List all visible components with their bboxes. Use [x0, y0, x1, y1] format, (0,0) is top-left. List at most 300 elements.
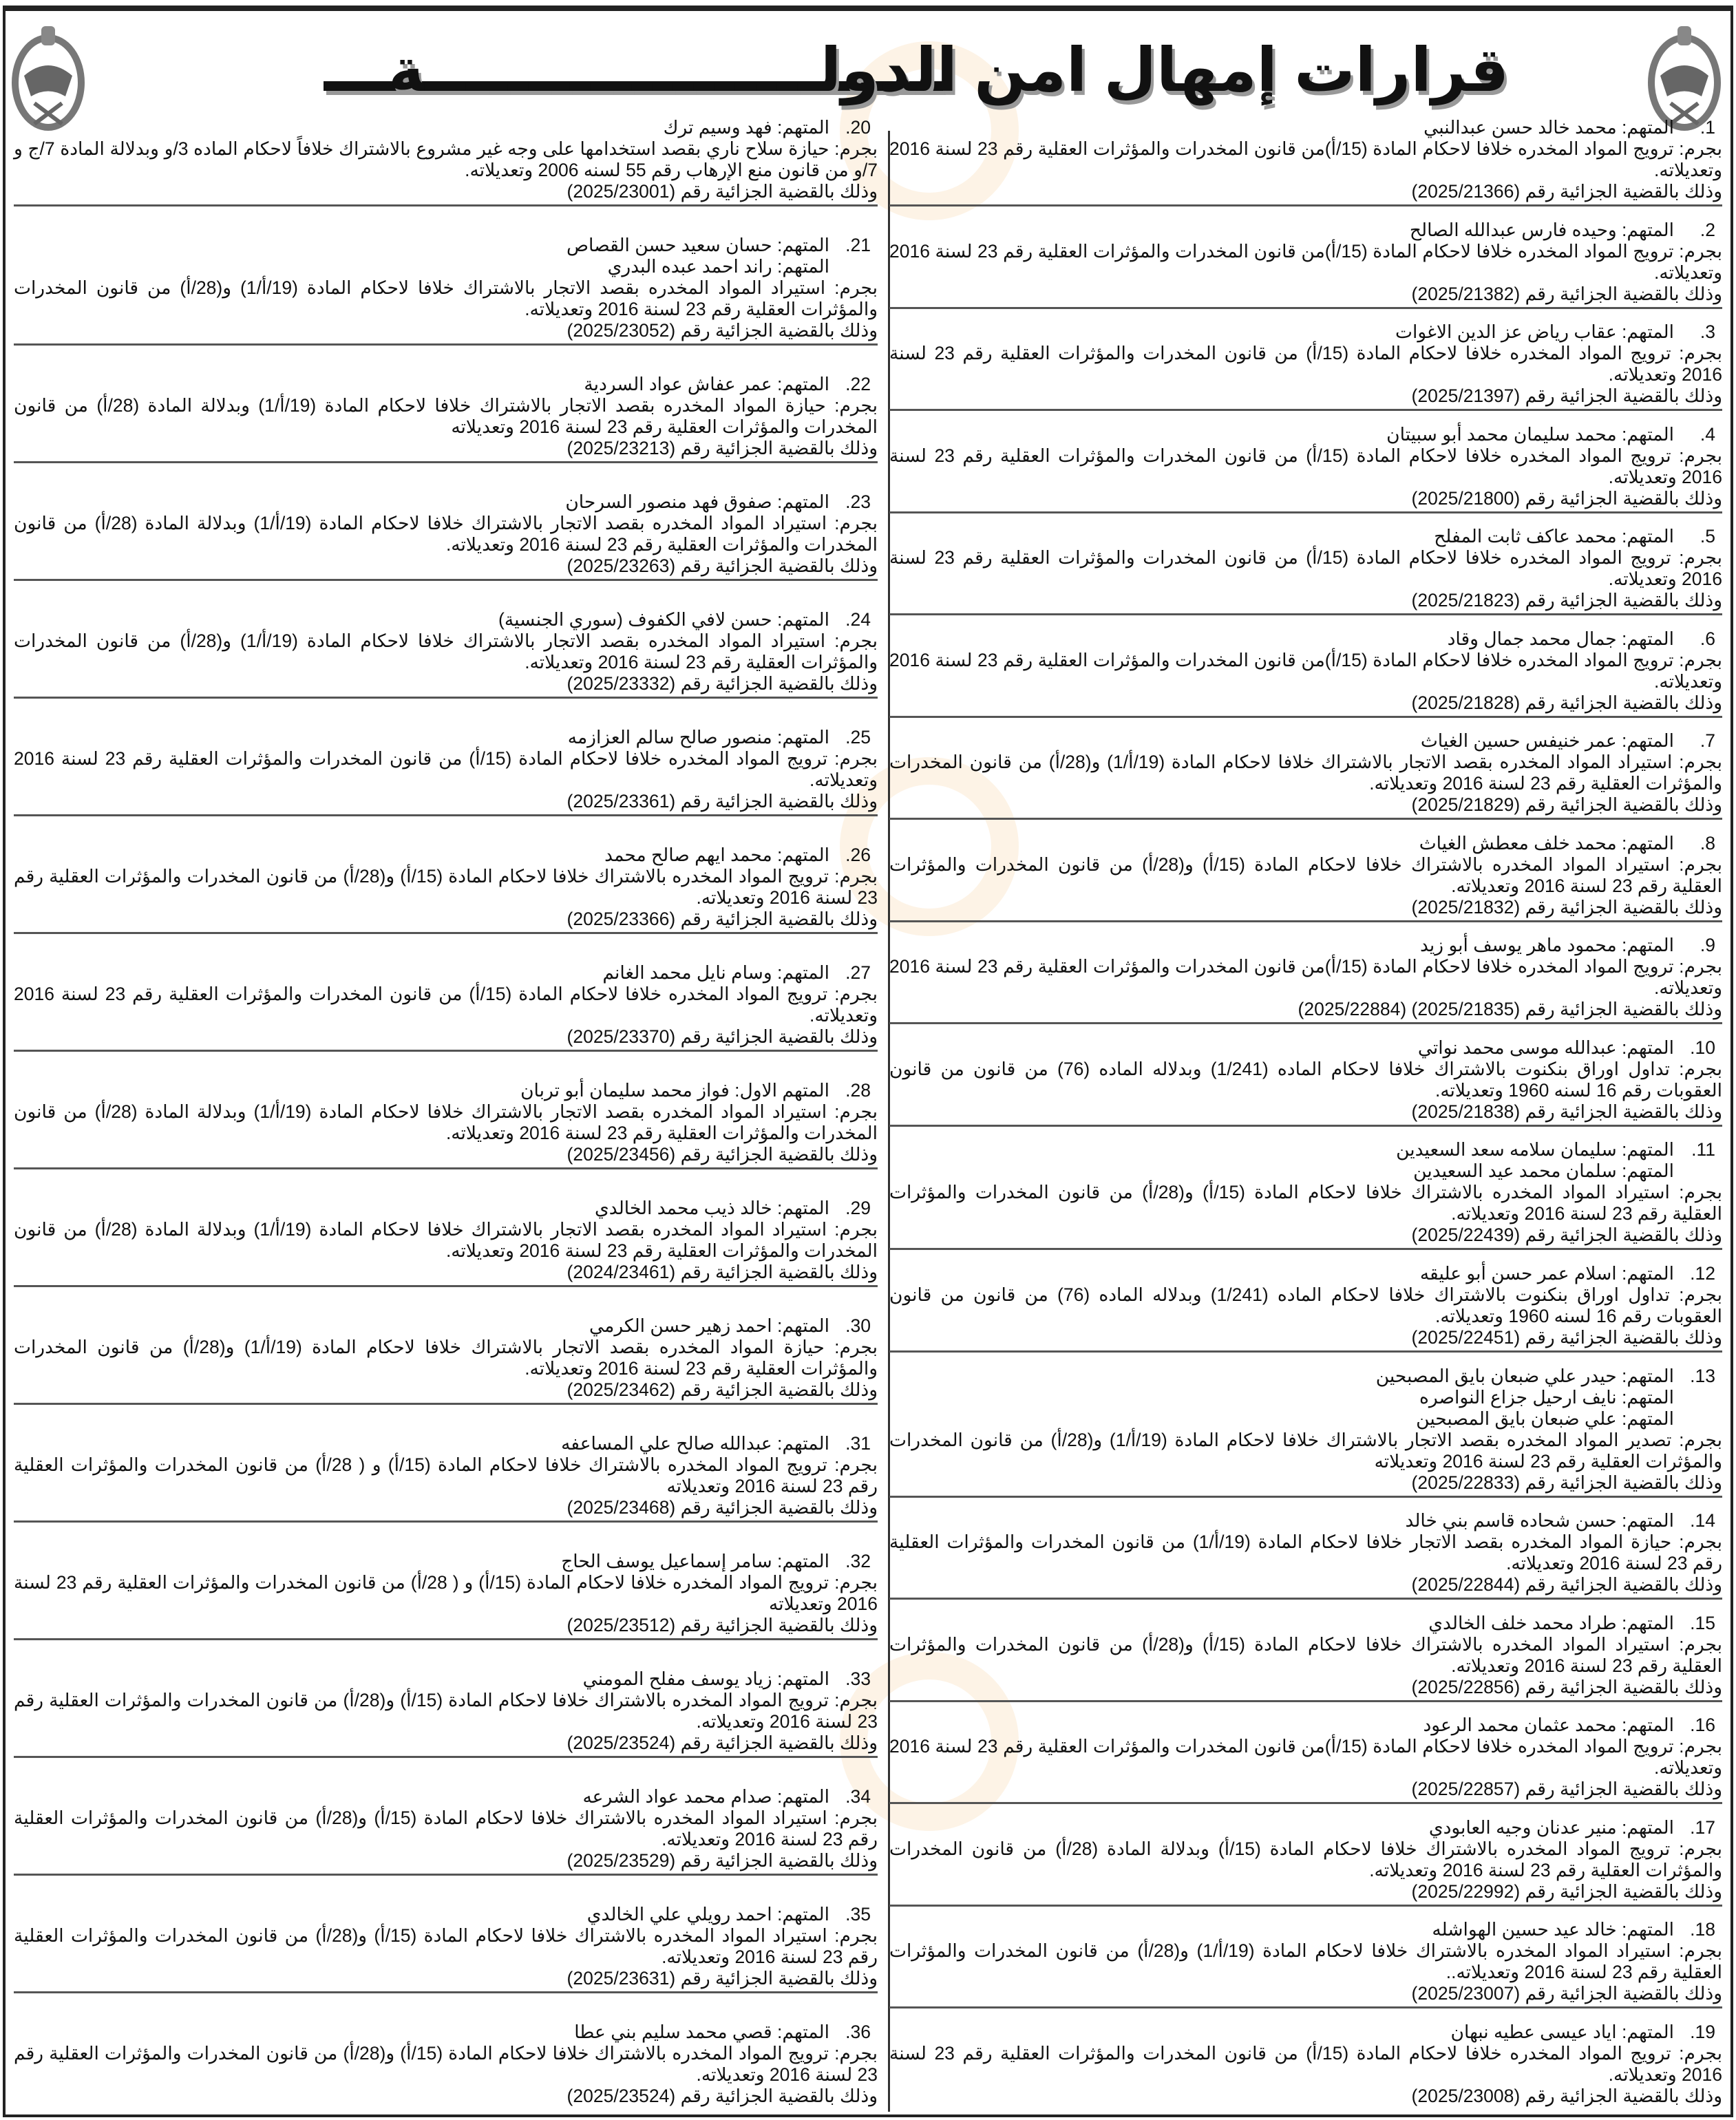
- charge-label: بجرم:: [1679, 547, 1722, 569]
- charge-label: بجرم:: [1679, 649, 1723, 670]
- case-entry: [889, 1139, 1722, 1250]
- accused-label: المتهم:: [1622, 1816, 1674, 1838]
- charge-text: [14, 1337, 878, 1379]
- charge-text: [889, 1838, 1722, 1881]
- accused-name: عقاب رياض عز الدين الاغوات: [1395, 321, 1617, 343]
- charge-text: [14, 513, 878, 555]
- accused-label: المتهم:: [1622, 1037, 1674, 1058]
- accused-name: حسن لافي الكفوف (سوري الجنسية): [498, 609, 772, 630]
- entry-number: 28.: [845, 1080, 871, 1101]
- accused-label: المتهم:: [1622, 1715, 1674, 1736]
- charge-description: حيازة سلاح ناري بقصد استخدامها على وجه غير مشروع بالاشتراك خلافاً لاحكام الماده 3/و وبدلالة المادة 7/ج و 7/و من قانون منع الإرهاب رقم 55 لسنه 2006 وتعديلاته.: [14, 138, 878, 180]
- accused-name: عبدالله موسى محمد نواتي: [1417, 1037, 1617, 1058]
- charge-label: بجرم:: [1679, 343, 1722, 364]
- accused-name: محمد خلف معطش الغياث: [1419, 832, 1617, 854]
- case-number: وذلك بالقضية الجزائية رقم (2025/23366): [567, 909, 878, 929]
- case-entry: [14, 1551, 878, 1640]
- charge-text: [889, 1634, 1722, 1677]
- charge-label: بجرم:: [1679, 752, 1723, 773]
- case-number: وذلك بالقضية الجزائية رقم (2025/23008): [1411, 2085, 1722, 2106]
- charge-text: [889, 752, 1722, 794]
- case-number: وذلك بالقضية الجزائية رقم (2025/23631): [567, 1968, 878, 1989]
- accused-label: المتهم:: [777, 1315, 829, 1336]
- charge-text: [889, 1284, 1722, 1327]
- charge-description: استيراد المواد المخدره بالاشتراك خلافا لاحكام المادة (15/أ) و(28/أ) من قانون المخدرات والمؤثرات العقلية رقم 23 لسنة 2016 وتعديلاته.: [14, 1925, 878, 1967]
- charge-description: ترويج المواد المخدره خلافا لاحكام المادة (15/أ)من قانون المخدرات والمؤثرات العقلية رقم 23 لسنة 2016 وتعديلاته.: [889, 649, 1722, 692]
- charge-label: بجرم:: [834, 866, 878, 887]
- accused-line: [14, 1198, 878, 1219]
- charge-text: [14, 2043, 878, 2086]
- accused-label: المتهم:: [777, 1668, 829, 1689]
- accused-name: صدام محمد عواد الشرعه: [582, 1786, 772, 1807]
- case-number: وذلك بالقضية الجزائية رقم (2025/23524): [567, 1732, 878, 1753]
- accused-line: [14, 727, 878, 748]
- charge-text: [14, 866, 878, 909]
- case-number: وذلك بالقضية الجزائية رقم (2025/23468): [567, 1497, 878, 1518]
- accused-label: المتهم:: [777, 609, 829, 630]
- accused-line: [14, 1668, 878, 1690]
- accused-name: محمد خالد حسن عبدالنبي: [1423, 117, 1617, 138]
- charge-description: ترويج المواد المخدره خلافا لاحكام المادة (15/أ) من قانون المخدرات والمؤثرات العقلية رقم 23 لسنة 2016 وتعديلاته.: [14, 748, 878, 790]
- accused-name: حسان سعيد حسن القصاص: [566, 235, 772, 255]
- entry-number: 26.: [845, 845, 871, 865]
- accused-line: [14, 1315, 878, 1337]
- case-entry: [889, 2022, 1722, 2109]
- entry-number: 22.: [845, 374, 871, 394]
- accused-line: [14, 1433, 878, 1454]
- charge-label: بجرم:: [834, 1690, 878, 1710]
- accused-line: [14, 1080, 878, 1101]
- charge-description: تداول اوراق بنكنوت بالاشتراك خلافا لاحكام الماده (1/241) وبدلاله الماده (76) من قانون من قانون العقوبات رقم 16 لسنه 1960 وتعديلاته.: [889, 1058, 1722, 1101]
- case-number: وذلك بالقضية الجزائية رقم (2025/21835) (2025/22884): [1298, 999, 1722, 1020]
- case-number: وذلك بالقضية الجزائية رقم (2025/23529): [567, 1850, 878, 1871]
- accused-label: المتهم:: [777, 117, 829, 138]
- entry-number: 1.: [1700, 117, 1715, 138]
- accused-label: المتهم:: [1622, 832, 1674, 854]
- entry-number: 21.: [845, 235, 871, 255]
- accused-name: قصي محمد سليم بني عطا: [574, 2022, 772, 2042]
- charge-description: استيراد المواد المخدره بقصد الاتجار بالاشتراك خلافا لاحكام المادة (19/أ/1) و(28/أ) من قانون المخدرات والمؤثرات العقلية رقم 23 لسنة 2016 وتعديلاته.: [14, 277, 878, 319]
- accused-line: [889, 117, 1722, 138]
- charge-text: [14, 1219, 878, 1262]
- entry-number: 23.: [845, 491, 871, 512]
- case-entry: [889, 730, 1722, 820]
- accused-label: المتهم:: [1622, 730, 1674, 752]
- case-number: وذلك بالقضية الجزائية رقم (2025/23052): [567, 320, 878, 341]
- case-entry: [889, 424, 1722, 513]
- accused-name: فهد وسيم ترك: [663, 117, 772, 138]
- case-number: وذلك بالقضية الجزائية رقم (2025/23263): [567, 555, 878, 576]
- charge-text: [889, 2043, 1722, 2086]
- charge-description: ترويج المواد المخدره بالاشتراك خلافا لاحكام المادة (15/أ) و(28/أ) من قانون المخدرات والمؤثرات العقلية رقم 23 لسنة 2016 وتعديلاته.: [14, 2043, 878, 2085]
- charge-label: بجرم:: [834, 395, 878, 416]
- charge-text: [14, 1808, 878, 1850]
- accused-name: نايف ارحيل جزاع النواصره: [1419, 1386, 1617, 1408]
- accused-line: [889, 424, 1722, 445]
- entry-number: 27.: [845, 962, 871, 983]
- case-entry: [889, 1613, 1722, 1702]
- left-column: [14, 117, 878, 2109]
- entry-number: 36.: [845, 2022, 871, 2042]
- entry-number: 35.: [845, 1904, 871, 1925]
- entry-number: 30.: [845, 1315, 871, 1336]
- accused-name: وحيده فارس عبدالله الصالح: [1409, 219, 1617, 240]
- charge-description: استيراد المواد المخدره بالاشتراك خلافا لاحكام المادة (15/أ) و(28/أ) من قانون المخدرات والمؤثرات العقلية رقم 23 لسنة 2016 وتعديلاته.: [14, 1808, 878, 1849]
- accused-label: المتهم:: [1622, 935, 1674, 956]
- accused-name: خالد عيد حسين الهواشله: [1432, 1919, 1617, 1940]
- charge-text: [889, 1059, 1722, 1101]
- case-entry: [14, 1080, 878, 1169]
- accused-label: المتهم:: [1622, 1386, 1674, 1408]
- charge-text: [889, 547, 1722, 590]
- entry-number: 2.: [1700, 219, 1715, 240]
- entry-number: 5.: [1700, 526, 1715, 547]
- accused-line: [889, 1263, 1722, 1284]
- accused-name: منير عدنان وجيه العابودي: [1428, 1816, 1617, 1838]
- entry-number: 9.: [1700, 935, 1715, 956]
- charge-label: بجرم:: [1679, 1838, 1722, 1859]
- case-entry: [889, 1715, 1722, 1804]
- emblem-icon: [1647, 21, 1722, 131]
- entry-number: 31.: [845, 1433, 871, 1454]
- entry-number: 32.: [845, 1551, 871, 1571]
- accused-label: المتهم:: [1622, 1510, 1674, 1531]
- entry-number: 10.: [1690, 1037, 1715, 1058]
- charge-description: ترويج المواد المخدره خلافا لاحكام المادة (15/أ) و ( 28/أ) من قانون المخدرات والمؤثرات العقلية رقم 23 لسنة 2016 وتعديلاته: [14, 1572, 878, 1614]
- charge-text: [889, 343, 1722, 385]
- charge-description: ترويج المواد المخدره خلافا لاحكام المادة (15/أ) من قانون المخدرات والمؤثرات العقلية رقم 23 لسنة 2016 وتعديلاته.: [889, 547, 1722, 590]
- accused-label: المتهم:: [777, 256, 829, 277]
- charge-description: ترويج المواد المخدره خلافا لاحكام المادة (15/أ) من قانون المخدرات والمؤثرات العقلية رقم 23 لسنة 2016 وتعديلاته.: [889, 2042, 1722, 2085]
- case-number: وذلك بالقضية الجزائية رقم (2025/23007): [1411, 1983, 1722, 2004]
- charge-text: [14, 395, 878, 438]
- charge-label: بجرم:: [1679, 854, 1722, 875]
- accused-label: المتهم:: [1622, 219, 1674, 240]
- case-number: وذلك بالقضية الجزائية رقم (2025/23524): [567, 2086, 878, 2106]
- entry-number: 14.: [1690, 1510, 1715, 1531]
- charge-text: [889, 956, 1722, 999]
- accused-name: سلمان محمد عيد السعيدين: [1413, 1160, 1617, 1182]
- charge-description: ترويج المواد المخدره خلافا لاحكام المادة (15/أ) من قانون المخدرات والمؤثرات العقلية رقم 23 لسنة 2016 وتعديلاته.: [889, 343, 1722, 385]
- charge-description: تداول اوراق بنكنوت بالاشتراك خلافا لاحكام الماده (1/241) وبدلاله الماده (76) من قانون من قانون العقوبات رقم 16 لسنه 1960 وتعديلاته.: [889, 1284, 1722, 1327]
- charge-text: [14, 1925, 878, 1968]
- charge-label: بجرم:: [1679, 1058, 1722, 1079]
- accused-line: [14, 2022, 878, 2043]
- charge-description: ترويج المواد المخدره خلافا لاحكام المادة (15/أ)من قانون المخدرات والمؤثرات العقلية رقم 23 لسنة 2016 وتعديلاته.: [889, 956, 1722, 999]
- charge-description: استيراد المواد المخدره بقصد الاتجار بالاشتراك خلافا لاحكام المادة (19/أ/1) وبدلالة المادة (28/أ) من قانون المخدرات والمؤثرات العقلية رقم 23 لسنة 2016 وتعديلاته.: [14, 1101, 878, 1143]
- accused-label: المتهم:: [1622, 1612, 1674, 1633]
- case-number: وذلك بالقضية الجزائية رقم (2025/21828): [1411, 692, 1722, 713]
- case-entry: [14, 845, 878, 934]
- charge-text: [14, 1572, 878, 1615]
- case-number: وذلك بالقضية الجزائية رقم (2025/23462): [567, 1379, 878, 1400]
- entry-number: 29.: [845, 1198, 871, 1218]
- accused-label: المتهم:: [1622, 628, 1674, 649]
- entry-number: 3.: [1700, 321, 1715, 343]
- accused-name: محمود ماهر يوسف أبو زيد: [1420, 935, 1617, 956]
- case-entry: [14, 235, 878, 346]
- charge-label: بجرم:: [834, 984, 878, 1004]
- accused-name: راند احمد عبده البدري: [607, 256, 772, 277]
- entry-number: 7.: [1700, 730, 1715, 752]
- charge-label: بجرم:: [834, 630, 878, 651]
- charge-description: تصدير المواد المخدره بقصد الاتجار بالاشتراك خلافا لاحكام المادة (19/أ/1) و(28/أ) من قانون المخدرات والمؤثرات العقلية رقم 23 لسنة 2016 وتعديلاته: [889, 1429, 1722, 1472]
- accused-line: [889, 220, 1722, 241]
- charge-label: بجرم:: [1679, 1633, 1722, 1655]
- charge-description: ترويج المواد المخدره خلافا لاحكام المادة (15/أ)من قانون المخدرات والمؤثرات العقلية رقم 23 لسنة 2016 وتعديلاته.: [889, 240, 1722, 283]
- accused-label: المتهم:: [1622, 2021, 1674, 2042]
- case-entry: [14, 1668, 878, 1758]
- charge-description: ترويج المواد المخدره بالاشتراك خلافا لاحكام المادة (15/أ) و ( 28/أ) من قانون المخدرات والمؤثرات العقلية رقم 23 لسنة 2016 وتعديلاته: [14, 1454, 878, 1496]
- charge-text: [889, 1182, 1722, 1225]
- case-entry: [889, 628, 1722, 718]
- charge-text: [889, 650, 1722, 692]
- case-number: وذلك بالقضية الجزائية رقم (2024/23461): [567, 1262, 878, 1282]
- accused-line: [14, 117, 878, 138]
- charge-label: بجرم:: [1679, 1940, 1722, 1962]
- accused-line: [14, 235, 878, 256]
- entry-number: 12.: [1690, 1263, 1715, 1284]
- accused-name: اسلام عمر حسن أبو عليقه: [1419, 1263, 1617, 1284]
- case-number: وذلك بالقضية الجزائية رقم (2025/23512): [567, 1615, 878, 1635]
- case-number: وذلك بالقضية الجزائية رقم (2025/22451): [1411, 1327, 1722, 1348]
- entry-number: 6.: [1700, 628, 1715, 649]
- case-number: وذلك بالقضية الجزائية رقم (2025/21397): [1411, 385, 1722, 407]
- entry-number: 15.: [1690, 1612, 1715, 1633]
- case-entry: [14, 117, 878, 206]
- accused-label: المتهم:: [777, 491, 829, 512]
- accused-label: المتهم:: [1622, 1160, 1674, 1182]
- charge-text: [14, 748, 878, 791]
- charge-description: استيراد المواد المخدره بقصد الاتجار بالاشتراك خلافا لاحكام المادة (19/أ/1) و(28/أ) من قانون المخدرات والمؤثرات العقلية رقم 23 لسنة 2016 وتعديلاته.: [889, 752, 1722, 794]
- charge-label: بجرم:: [1679, 1736, 1723, 1757]
- entry-number: 34.: [845, 1786, 871, 1807]
- charge-label: بجرم:: [1679, 1182, 1722, 1203]
- entry-number: 18.: [1690, 1919, 1715, 1940]
- charge-label: بجرم:: [1679, 1284, 1722, 1306]
- case-number: وذلك بالقضية الجزائية رقم (2025/21832): [1411, 896, 1722, 918]
- charge-text: [889, 138, 1722, 181]
- charge-description: حيازة المواد المخدره بقصد الاتجار بالاشتراك خلافا لاحكام المادة (19/أ/1) وبدلالة المادة (28/أ) من قانون المخدرات والمؤثرات العقلية رقم 23 لسنة 2016 وتعديلاته: [14, 395, 878, 437]
- case-number: وذلك بالقضية الجزائية رقم (2025/22833): [1411, 1472, 1722, 1493]
- accused-label: المتهم:: [1622, 1263, 1674, 1284]
- accused-line: [889, 1387, 1722, 1408]
- case-number: وذلك بالقضية الجزائية رقم (2025/23213): [567, 438, 878, 458]
- charge-text: [14, 1454, 878, 1497]
- accused-label: المتهم:: [1622, 1139, 1674, 1160]
- charge-label: بجرم:: [834, 1219, 878, 1240]
- charge-text: [889, 854, 1722, 897]
- charge-label: بجرم:: [834, 1454, 878, 1475]
- entry-number: 11.: [1691, 1139, 1715, 1160]
- accused-name: عمر خنيفس حسين الغياث: [1420, 730, 1617, 752]
- accused-name: حسن شحاده قاسم بني خالد: [1405, 1510, 1617, 1531]
- charge-text: [14, 277, 878, 320]
- case-entry: [889, 1366, 1722, 1498]
- accused-label: المتهم:: [777, 727, 829, 748]
- case-number: وذلك بالقضية الجزائية رقم (2025/23001): [567, 181, 878, 202]
- accused-label: المتهم:: [777, 1433, 829, 1454]
- case-entry: [889, 1919, 1722, 2008]
- charge-text: [889, 241, 1722, 284]
- charge-label: بجرم:: [834, 748, 878, 769]
- accused-name: سامر إسماعيل يوسف الحاج: [561, 1551, 772, 1571]
- charge-text: [14, 984, 878, 1026]
- charge-description: ترويج المواد المخدره بالاشتراك خلافا لاحكام المادة (15/أ) وبدلالة المادة (28/أ) من قانون المخدرات والمؤثرات العقلية رقم 23 لسنة 2016 وتعديلاته.: [889, 1838, 1722, 1880]
- accused-label: المتهم:: [777, 374, 829, 394]
- accused-label: المتهم:: [1622, 1365, 1674, 1386]
- right-column: [889, 117, 1722, 2109]
- charge-label: بجرم:: [834, 138, 878, 159]
- accused-line: [14, 845, 878, 866]
- entry-number: 24.: [845, 609, 871, 630]
- case-entry: [14, 727, 878, 816]
- charge-text: [14, 1690, 878, 1732]
- case-entry: [889, 833, 1722, 922]
- charge-label: بجرم:: [834, 1101, 878, 1122]
- charge-text: [14, 630, 878, 673]
- entry-number: 17.: [1690, 1816, 1715, 1838]
- accused-label: المتهم الاول:: [734, 1080, 829, 1101]
- accused-name: حيدر علي ضبعان بايق المصبحين: [1375, 1365, 1617, 1386]
- accused-name: علي ضبعان بايق المصبحين: [1416, 1408, 1617, 1429]
- charge-description: استيراد المواد المخدره بالاشتراك خلافا لاحكام المادة (15/أ) و(28/أ) من قانون المخدرات والمؤثرات العقلية رقم 23 لسنة 2016 وتعديلاته.: [889, 1633, 1722, 1676]
- case-entry: [14, 374, 878, 463]
- case-number: وذلك بالقضية الجزائية رقم (2025/23332): [567, 673, 878, 694]
- charge-description: ترويج المواد المخدره خلافا لاحكام المادة (15/أ)من قانون المخدرات والمؤثرات العقلية رقم 23 لسنة 2016 وتعديلاته.: [889, 138, 1722, 180]
- charge-description: استيراد المواد المخدره بالاشتراك خلافا لاحكام المادة (19/أ/1) و(28/أ) من قانون المخدرات والمؤثرات العقلية رقم 23 لسنة 2016 وتعديلاته..: [889, 1940, 1722, 1983]
- case-number: وذلك بالقضية الجزائية رقم (2025/21366): [1411, 181, 1722, 202]
- accused-line: [889, 526, 1722, 547]
- accused-label: المتهم:: [777, 1786, 829, 1807]
- case-entry: [889, 1037, 1722, 1127]
- accused-name: فواز محمد سليمان أبو تربان: [520, 1080, 730, 1101]
- accused-line: [14, 1786, 878, 1808]
- case-entry: [14, 1904, 878, 1993]
- accused-label: المتهم:: [1622, 1408, 1674, 1429]
- case-number: وذلك بالقضية الجزائية رقم (2025/21382): [1411, 283, 1722, 304]
- case-entry: [14, 1433, 878, 1523]
- page-title: قرارات إمهال امن الدولـــــــــــــــــــة: [388, 36, 1509, 104]
- charge-description: ترويج المواد المخدره خلافا لاحكام المادة (15/أ) من قانون المخدرات والمؤثرات العقلية رقم 23 لسنة 2016 وتعديلاته.: [14, 984, 878, 1026]
- entry-number: 19.: [1690, 2021, 1715, 2042]
- charge-description: استيراد المواد المخدره بقصد الاتجار بالاشتراك خلافا لاحكام المادة (19/أ/1) و(28/أ) من قانون المخدرات والمؤثرات العقلية رقم 23 لسنة 2016 وتعديلاته.: [14, 630, 878, 672]
- accused-line: [889, 730, 1722, 752]
- accused-name: احمد رويلي علي الخالدي: [586, 1904, 772, 1925]
- charge-label: بجرم:: [834, 1337, 878, 1357]
- entry-number: 16.: [1690, 1715, 1715, 1736]
- accused-name: محمد عاكف ثابت المفلح: [1434, 526, 1617, 547]
- accused-line: [889, 1037, 1722, 1059]
- case-entry: [889, 1263, 1722, 1353]
- accused-line: [889, 1817, 1722, 1838]
- accused-label: المتهم:: [777, 235, 829, 255]
- charge-description: استيراد المواد المخدره بقصد الاتجار بالاشتراك خلافا لاحكام المادة (19/أ/1) وبدلالة المادة (28/أ) من قانون المخدرات والمؤثرات العقلية رقم 23 لسنة 2016 وتعديلاته.: [14, 513, 878, 555]
- accused-line: [889, 1160, 1722, 1182]
- accused-line: [889, 628, 1722, 650]
- accused-name: اياد عيسى عطيه نبهان: [1450, 2021, 1617, 2042]
- case-number: وذلك بالقضية الجزائية رقم (2025/22439): [1411, 1225, 1722, 1246]
- entry-number: 20.: [845, 117, 871, 138]
- charge-text: [889, 445, 1722, 488]
- charge-description: استيراد المواد المخدره بالاشتراك خلافا لاحكام المادة (15/أ) و(28/أ) من قانون المخدرات والمؤثرات العقلية رقم 23 لسنة 2016 وتعديلاته.: [889, 854, 1722, 896]
- case-entry: [889, 117, 1722, 206]
- case-number: وذلك بالقضية الجزائية رقم (2025/22857): [1411, 1779, 1722, 1800]
- accused-name: محمد سليمان محمد أبو سبيتان: [1386, 423, 1617, 445]
- accused-line: [889, 321, 1722, 343]
- case-entry: [889, 220, 1722, 309]
- accused-label: المتهم:: [1622, 321, 1674, 343]
- accused-name: طراد محمد خلف الخالدي: [1428, 1612, 1617, 1633]
- case-entry: [14, 491, 878, 581]
- charge-label: بجرم:: [1679, 445, 1722, 466]
- accused-line: [14, 1904, 878, 1925]
- accused-label: المتهم:: [1622, 423, 1674, 445]
- case-entry: [889, 526, 1722, 615]
- case-entry: [889, 1817, 1722, 1907]
- accused-label: المتهم:: [777, 962, 829, 983]
- emblem-icon: [10, 21, 86, 131]
- charge-label: بجرم:: [1679, 240, 1723, 262]
- accused-name: سليمان سلامه سعد السعيدين: [1396, 1139, 1617, 1160]
- charge-label: بجرم:: [834, 1808, 878, 1828]
- entry-number: 4.: [1700, 423, 1715, 445]
- case-number: وذلك بالقضية الجزائية رقم (2025/22844): [1411, 1574, 1722, 1596]
- charge-text: [889, 1430, 1722, 1472]
- charge-description: ترويج المواد المخدره خلافا لاحكام المادة (15/أ) من قانون المخدرات والمؤثرات العقلية رقم 23 لسنة 2016 وتعديلاته.: [889, 445, 1722, 487]
- charge-label: بجرم:: [1679, 1531, 1722, 1553]
- case-number: وذلك بالقضية الجزائية رقم (2025/21838): [1411, 1101, 1722, 1122]
- charge-description: حيازة المواد المخدره بقصد الاتجار خلافا لاحكام المادة (19/أ/1) من قانون المخدرات والمؤثرات العقلية رقم 23 لسنة 2016 وتعديلاته.: [889, 1531, 1722, 1574]
- charge-label: بجرم:: [834, 513, 878, 533]
- accused-name: محمد ايهم صالح محمد: [604, 845, 772, 865]
- accused-line: [14, 256, 878, 277]
- accused-name: منصور صالح سالم العزازمه: [567, 727, 772, 748]
- accused-name: محمد عثمان محمد الرعود: [1423, 1715, 1617, 1736]
- case-number: وذلك بالقضية الجزائية رقم (2025/23361): [567, 791, 878, 812]
- case-number: وذلك بالقضية الجزائية رقم (2025/23456): [567, 1144, 878, 1165]
- case-entry: [14, 962, 878, 1052]
- accused-line: [889, 1139, 1722, 1160]
- accused-label: المتهم:: [777, 845, 829, 865]
- case-number: وذلك بالقضية الجزائية رقم (2025/22856): [1411, 1676, 1722, 1697]
- case-entry: [889, 935, 1722, 1024]
- accused-name: زياد يوسف مفلح المومني: [582, 1668, 772, 1689]
- charge-description: ترويج المواد المخدره خلافا لاحكام المادة (15/أ)من قانون المخدرات والمؤثرات العقلية رقم 23 لسنة 2016 وتعديلاته.: [889, 1736, 1722, 1779]
- accused-line: [889, 935, 1722, 956]
- case-entry: [889, 321, 1722, 411]
- accused-name: عبدالله صالح علي المساعفه: [561, 1433, 772, 1454]
- accused-line: [14, 609, 878, 630]
- case-entry: [14, 1315, 878, 1405]
- accused-line: [889, 1366, 1722, 1387]
- accused-line: [14, 962, 878, 984]
- charge-text: [889, 1531, 1722, 1574]
- charge-label: بجرم:: [1679, 1429, 1722, 1450]
- case-entry: [14, 2022, 878, 2109]
- entry-number: 25.: [845, 727, 871, 748]
- case-entry: [889, 1510, 1722, 1600]
- accused-label: المتهم:: [777, 1198, 829, 1218]
- accused-name: احمد زهير حسن الكرمي: [589, 1315, 772, 1336]
- case-number: وذلك بالقضية الجزائية رقم (2025/23370): [567, 1026, 878, 1047]
- case-entry: [14, 1786, 878, 1876]
- charge-label: بجرم:: [1679, 2042, 1722, 2064]
- accused-line: [889, 1715, 1722, 1736]
- accused-line: [14, 374, 878, 395]
- accused-label: المتهم:: [777, 2022, 829, 2042]
- charge-text: [889, 1940, 1722, 1983]
